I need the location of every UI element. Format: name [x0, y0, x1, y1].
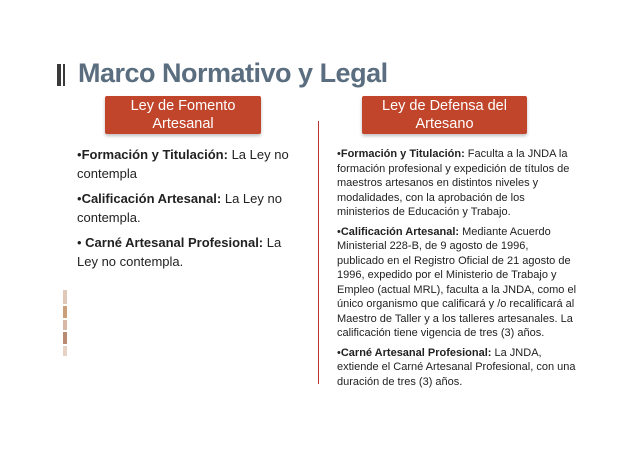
left-item: • Carné Artesanal Profesional: La Ley no contempla.: [77, 235, 282, 269]
right-item: •Formación y Titulación: Faculta a la JNDA la formación profesional y expedición de títulos de maestros artesanos en distintos niveles y modalidades, con la aprobación de los ministerios de Educación y Trabajo.: [337, 148, 570, 218]
right-column: [337, 147, 577, 394]
decorative-stripe: [63, 332, 67, 344]
title-accent-bar: [57, 64, 61, 86]
item-label: Calificación Artesanal:: [81, 191, 222, 206]
left-item: •Calificación Artesanal: La Ley no contempla.: [77, 191, 282, 225]
left-item: •Formación y Titulación: La Ley no contempla: [77, 147, 289, 181]
item-text: Faculta a la JNDA la formación profesional y expedición de títulos de maestros artesanos en distintos niveles y modalidades, con la aprobación de los ministerios de Educación y Trabajo.: [337, 148, 570, 218]
left-header-label: Ley de Fomento Artesanal: [130, 98, 236, 132]
item-label: Carné Artesanal Profesional:: [340, 346, 492, 359]
right-header-label: Ley de Defensa del Artesano: [382, 98, 507, 132]
item-text: La Ley no contempla: [77, 147, 289, 181]
item-label: Calificación Artesanal:: [340, 225, 460, 238]
item-label: Formación y Titulación:: [340, 148, 465, 160]
title-accent-bar-thin: [63, 64, 65, 86]
page-title: Marco Normativo y Legal: [78, 58, 388, 88]
right-header-box: [362, 96, 527, 134]
column-divider: [318, 121, 319, 384]
right-item: •Carné Artesanal Profesional: La JNDA, extiende el Carné Artesanal Profesional, con una duración de tres (3) años.: [337, 346, 576, 388]
item-text: La Ley no contempla.: [77, 191, 282, 225]
decorative-stripe: [63, 320, 67, 330]
item-label: Carné Artesanal Profesional:: [85, 235, 264, 250]
item-text: Mediante Acuerdo Ministerial 228-B, de 9 agosto de 1996, publicado en el Registro Oficial de 21 agosto de 1996, expedido por el Ministerio de Trabajo y Empleo (actual MRL), faculta a la JNDA, como el único organismo que calificará y /o recalificará al Maestro de Taller y a los talleres artesanales. La calificación tiene vigencia de tres (3) años.: [337, 225, 577, 339]
right-item: •Calificación Artesanal: Mediante Acuerdo Ministerial 228-B, de 9 agosto de 1996, publicado en el Registro Oficial de 21 agosto de 1996, expedido por el Ministerio de Trabajo y Empleo (actual MRL), faculta a la JNDA, como el único organismo que calificará y /o recalificará al Maestro de Taller y a los talleres artesanales. La calificación tiene vigencia de tres (3) años.: [337, 225, 577, 339]
item-text: La Ley no contempla.: [77, 235, 282, 269]
decorative-stripe: [63, 290, 67, 304]
item-text: La JNDA, extiende el Carné Artesanal Profesional, con una duración de tres (3) años.: [337, 346, 576, 388]
decorative-stripe: [63, 306, 67, 318]
left-column: [77, 145, 302, 277]
left-header-box: [105, 96, 261, 134]
item-label: Formación y Titulación:: [81, 147, 228, 162]
decorative-stripe: [63, 346, 67, 356]
